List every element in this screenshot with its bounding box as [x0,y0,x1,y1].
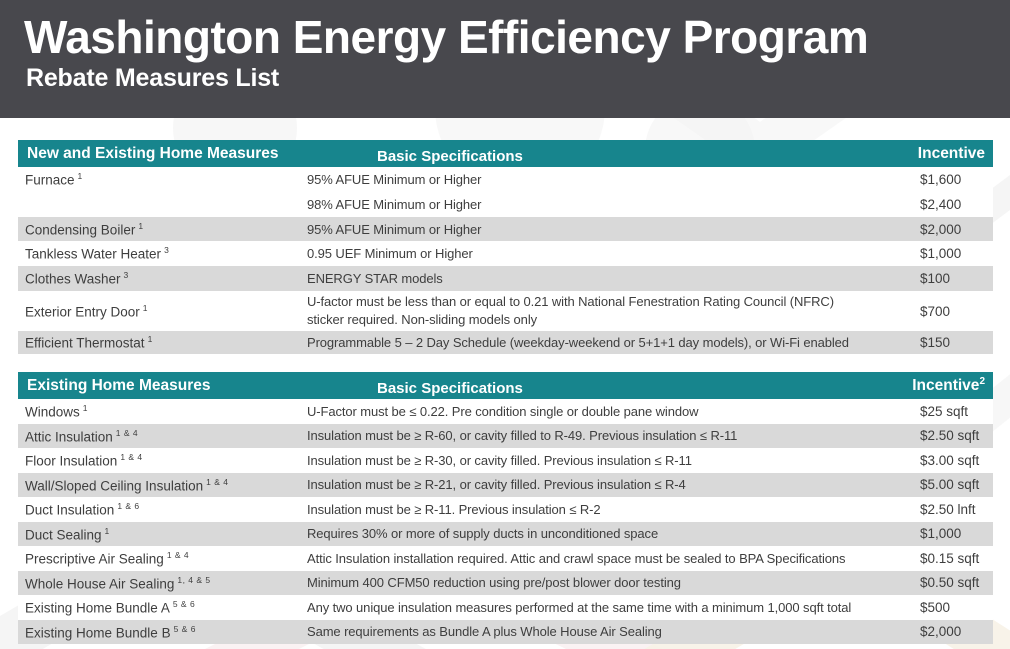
incentive-cell: $2,000 [920,221,962,237]
incentive-cell: $700 [920,303,951,319]
page-subtitle: Rebate Measures List [26,63,280,92]
measure-label: Tankless Water Heater [25,246,162,262]
measure-label: Floor Insulation [25,453,118,469]
column-header-incentive [912,376,993,395]
measure-label: Exterior Entry Door [25,304,140,320]
table-row [18,241,993,266]
spec-cell: Same requirements as Bundle A plus Whole House Air Sealing [307,624,662,640]
incentive-cell: $1,000 [920,246,962,261]
incentive-cell: $500 [920,599,951,615]
page-title: Washington Energy Efficiency Program [24,11,869,63]
table-existing-home-measures [18,372,993,644]
spec-cell: 95% AFUE Minimum or Higher [307,172,482,187]
column-header-incentive-label: Incentive [912,377,980,395]
measure-label: Furnace [25,172,75,188]
spec-cell: Requires 30% or more of supply ducts in unconditioned space [307,526,659,542]
measure-cell [18,245,305,262]
table-row [18,595,993,620]
measure-cell [18,501,305,518]
spec-cell: Insulation must be ≥ R-21, or cavity filled. Previous insulation ≤ R-4 [307,477,686,493]
spec-cell: Minimum 400 CFM50 reduction using pre/post blower door testing [307,575,681,591]
measure-label: Windows [25,404,80,420]
column-header-specifications: Basic Specifications [377,147,523,165]
measure-label: Wall/Sloped Ceiling Insulation [25,478,204,493]
measure-footnote: 5 & 6 [172,599,196,609]
column-header-measures: New and Existing Home Measures [27,144,279,162]
spec-cell: U-Factor must be ≤ 0.22. Pre condition single or double pane window [307,403,699,419]
spec-line-1: U-factor must be less than or equal to 0.21 with National Fenestration Rating Council (NFRC) [307,294,834,310]
spec-cell: ENERGY STAR models [307,271,443,286]
table-row [18,217,993,241]
measure-footnote: 1 [82,403,88,413]
measure-cell [18,196,305,213]
spec-cell [305,293,918,328]
incentive-cell: $2.50 sqft [920,428,980,444]
measure-label: Whole House Air Sealing [25,576,175,591]
incentive-cell: $1,600 [920,172,962,187]
table-row [18,331,993,354]
table-new-and-existing-home-measures [18,140,993,354]
spec-cell: Programmable 5 – 2 Day Schedule (weekday-weekend or 5+1+1 day models), or Wi-Fi enabled [307,335,849,350]
measure-label: Efficient Thermostat [25,335,145,351]
column-header-incentive-footnote: 2 [979,375,985,387]
table-row [18,167,993,192]
measure-footnote: 1 & 6 [117,501,140,511]
measure-cell [18,599,305,616]
measure-label: Existing Home Bundle B [25,625,171,640]
measure-cell [18,452,305,469]
measure-cell [18,575,305,592]
incentive-cell: $2.50 lnft [920,501,976,517]
measure-label: Attic Insulation [25,429,113,444]
measure-label: Existing Home Bundle A [25,600,170,616]
incentive-cell: $1,000 [920,526,962,542]
table-row [18,266,993,291]
measure-label: Duct Sealing [25,527,102,542]
table-row [18,522,993,547]
measure-footnote: 1 & 4 [166,550,190,560]
measure-cell [18,477,305,494]
banner [0,0,1010,118]
table-header-row [18,372,993,399]
incentive-cell: $5.00 sqft [920,477,980,493]
measure-cell [18,526,305,543]
spec-cell: Insulation must be ≥ R-11. Previous insulation ≤ R-2 [307,501,601,517]
measure-footnote: 1 & 4 [206,476,229,487]
incentive-cell: $3.00 sqft [920,452,980,468]
measure-cell [18,303,305,320]
table-row [18,546,993,571]
measure-footnote: 1 & 4 [120,452,143,462]
spec-cell: 0.95 UEF Minimum or Higher [307,246,473,261]
measure-footnote: 1 [147,334,153,345]
incentive-cell: $0.50 sqft [920,575,980,591]
incentive-cell: $25 sqft [920,403,969,419]
spec-cell: Attic Insulation installation required. Attic and crawl space must be sealed to BPA Specifications [307,550,846,566]
measure-cell [18,428,305,445]
table-row [18,192,993,217]
measure-footnote: 5 & 6 [173,623,196,634]
spec-cell: Insulation must be ≥ R-60, or cavity filled to R-49. Previous insulation ≤ R-11 [307,428,738,444]
column-header-incentive [918,144,993,163]
spec-cell: Insulation must be ≥ R-30, or cavity filled. Previous insulation ≤ R-11 [307,452,692,468]
measure-cell [18,624,305,641]
measure-footnote: 1 [104,525,110,536]
table-row [18,424,993,449]
measure-cell [18,334,305,351]
measure-footnote: 3 [164,245,170,256]
measure-cell [18,550,305,567]
incentive-cell: $2,400 [920,197,962,212]
column-header-specifications: Basic Specifications [377,379,523,397]
spec-cell: Any two unique insulation measures performed at the same time with a minimum 1,000 sqft total [307,599,852,615]
measure-footnote: 1 & 4 [115,427,139,438]
measure-footnote: 1 [138,220,144,231]
measure-cell [18,270,305,287]
spec-cell: 98% AFUE Minimum or Higher [307,197,482,212]
measure-footnote: 3 [123,270,129,281]
table-row [18,497,993,522]
table-row [18,620,993,645]
measure-footnote: 1, 4 & 5 [177,574,211,585]
incentive-cell: $150 [920,335,951,350]
table-header-row [18,140,993,167]
spec-line-2: sticker required. Non-sliding models only [307,312,538,327]
measure-cell [18,221,305,238]
measure-footnote: 1 [77,171,83,182]
table-row [18,399,993,424]
incentive-cell: $100 [920,271,951,286]
measure-label: Clothes Washer [25,271,121,287]
spec-cell: 95% AFUE Minimum or Higher [307,221,482,237]
incentive-cell: $2,000 [920,624,962,640]
measure-label: Condensing Boiler [25,222,136,238]
column-header-measures: Existing Home Measures [27,376,211,394]
measure-cell [18,171,305,188]
measure-cell [18,403,305,420]
incentive-cell: $0.15 sqft [920,550,980,566]
measure-label: Prescriptive Air Sealing [25,551,164,567]
table-row [18,291,993,331]
measure-footnote: 1 [142,302,149,313]
table-row [18,473,993,498]
measure-label: Duct Insulation [25,502,115,518]
table-row [18,448,993,473]
column-header-incentive-label: Incentive [917,145,985,163]
table-row [18,571,993,596]
